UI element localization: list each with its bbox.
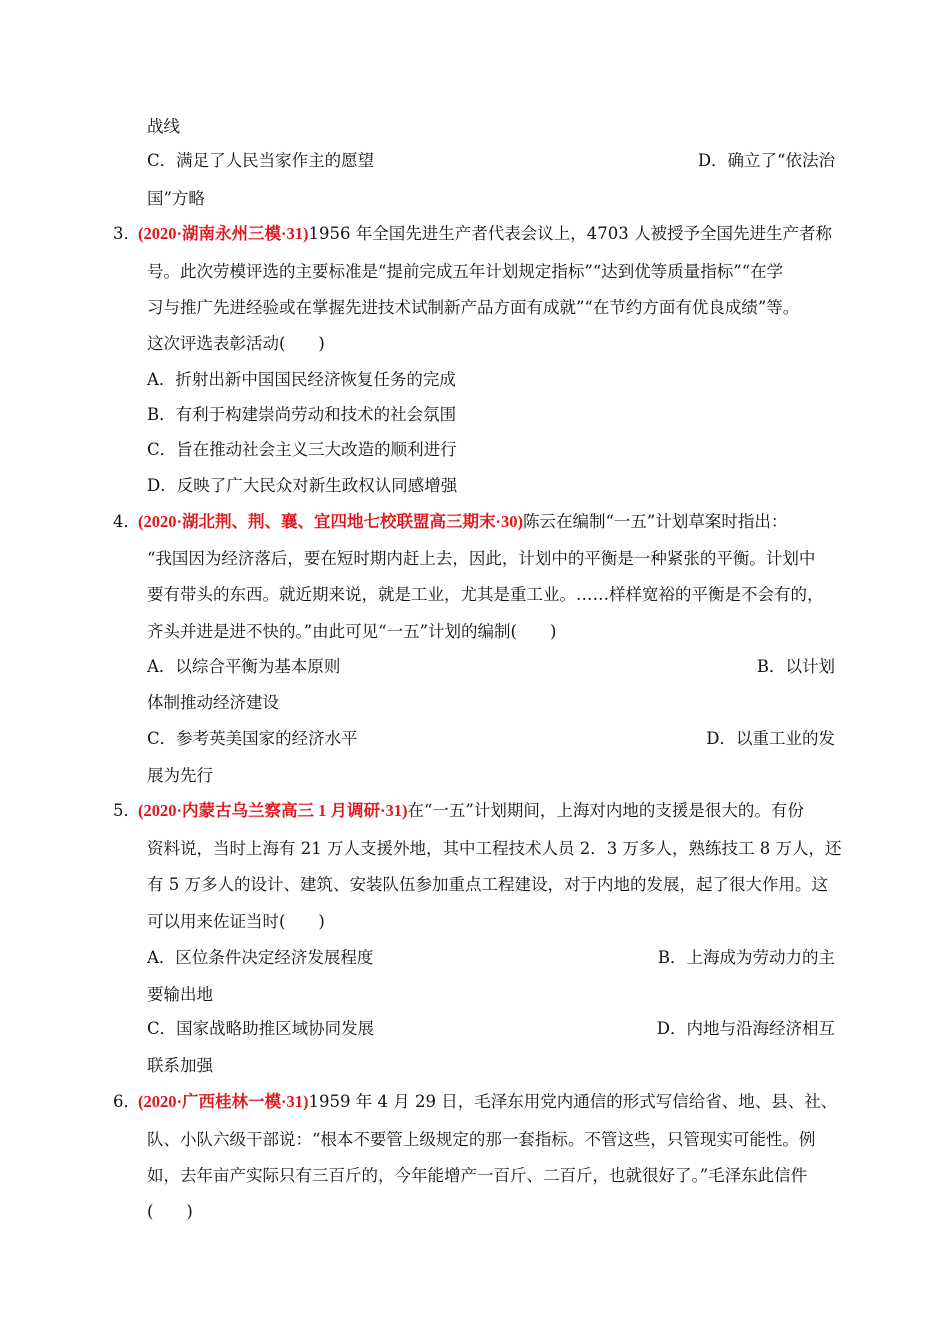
question-6-line-2: 队、小队六级干部说：“根本不要管上级规定的那一套指标。不管这些，只管现实可能性。例 xyxy=(147,1130,816,1149)
q3-option-d: D．反映了广大民众对新生政权认同感增强 xyxy=(147,476,458,495)
q4-option-d-continuation: 展为先行 xyxy=(147,766,213,785)
question-3-line-3: 习与推广先进经验或在掌握先进技术试制新产品方面有成就”“在节约方面有优良成绩”等。 xyxy=(147,298,800,317)
question-source: (2020·内蒙古乌兰察高三 1 月调研·31) xyxy=(138,801,408,820)
q3-option-a: A．折射出新中国国民经济恢复任务的完成 xyxy=(147,370,456,389)
q2-option-d-continuation: 国”方略 xyxy=(147,189,205,208)
question-source: (2020·湖南永州三模·31) xyxy=(138,224,309,243)
question-3-line-4: 这次评选表彰活动( ) xyxy=(147,334,325,353)
question-5-line-4: 可以用来佐证当时( ) xyxy=(147,912,325,931)
question-number: 6． xyxy=(113,1092,140,1111)
question-4-line-3: 要有带头的东西。就近期来说，就是工业，尤其是重工业。……样样宽裕的平衡是不会有的， xyxy=(147,585,824,604)
question-text: 陈云在编制“一五”计划草案时指出： xyxy=(523,512,788,531)
q4-option-b: B．以计划 xyxy=(756,657,835,676)
q2-option-d: D．确立了“依法治 xyxy=(697,151,835,170)
q4-option-a: A．以综合平衡为基本原则 xyxy=(147,657,341,676)
q5-option-a: A．区位条件决定经济发展程度 xyxy=(147,948,374,967)
q3-option-b: B．有利于构建崇尚劳动和技术的社会氛围 xyxy=(147,405,457,424)
question-source: (2020·湖北荆、荆、襄、宜四地七校联盟高三期末·30) xyxy=(138,512,523,531)
question-6-line-4: ( ) xyxy=(147,1202,193,1221)
q4-option-b-continuation: 体制推动经济建设 xyxy=(147,693,279,712)
q5-option-d-continuation: 联系加强 xyxy=(147,1056,213,1075)
question-5-line-2: 资料说，当时上海有 21 万人支援外地，其中工程技术人员 2．3 万多人，熟练技工 8 万人，还 xyxy=(147,839,842,858)
question-number: 5． xyxy=(113,801,140,820)
question-number: 4． xyxy=(113,512,140,531)
question-text: 在“一五”计划期间，上海对内地的支援是很大的。有份 xyxy=(407,801,804,820)
question-6-line-3: 如，去年亩产实际只有三百斤的，今年能增产一百斤、二百斤，也就很好了。”毛泽东此信件 xyxy=(147,1166,808,1185)
q5-option-b: B．上海成为劳动力的主 xyxy=(657,948,835,967)
question-5-line-3: 有 5 万多人的设计、建筑、安装队伍参加重点工程建设，对于内地的发展，起了很大作用。这 xyxy=(147,875,828,894)
q5-option-c: C．国家战略助推区域协同发展 xyxy=(147,1019,375,1038)
question-number: 3． xyxy=(113,224,140,243)
question-text: 1959 年 4 月 29 日，毛泽东用党内通信的形式写信给省、地、县、社、 xyxy=(308,1092,838,1111)
q5-option-d: D．内地与沿海经济相互 xyxy=(656,1019,835,1038)
q5-option-b-continuation: 要输出地 xyxy=(147,985,213,1004)
question-4-line-2: “我国因为经济落后，要在短时期内赶上去，因此，计划中的平衡是一种紧张的平衡。计划中 xyxy=(147,549,816,568)
question-4-line-4: 齐头并进是进不快的。”由此可见“一五”计划的编制( ) xyxy=(147,622,557,641)
q4-option-d: D．以重工业的发 xyxy=(706,729,835,748)
q2-continuation: 战线 xyxy=(147,117,180,136)
q3-option-c: C．旨在推动社会主义三大改造的顺利进行 xyxy=(147,440,457,459)
q2-option-c: C．满足了人民当家作主的愿望 xyxy=(147,151,375,170)
question-text: 1956 年全国先进生产者代表会议上，4703 人被授予全国先进生产者称 xyxy=(308,224,832,243)
question-3-line-2: 号。此次劳模评选的主要标准是“提前完成五年计划规定指标”“达到优等质量指标”“在学 xyxy=(147,262,784,281)
question-source: (2020·广西桂林一模·31) xyxy=(138,1092,309,1111)
q4-option-c: C．参考英美国家的经济水平 xyxy=(147,729,358,748)
